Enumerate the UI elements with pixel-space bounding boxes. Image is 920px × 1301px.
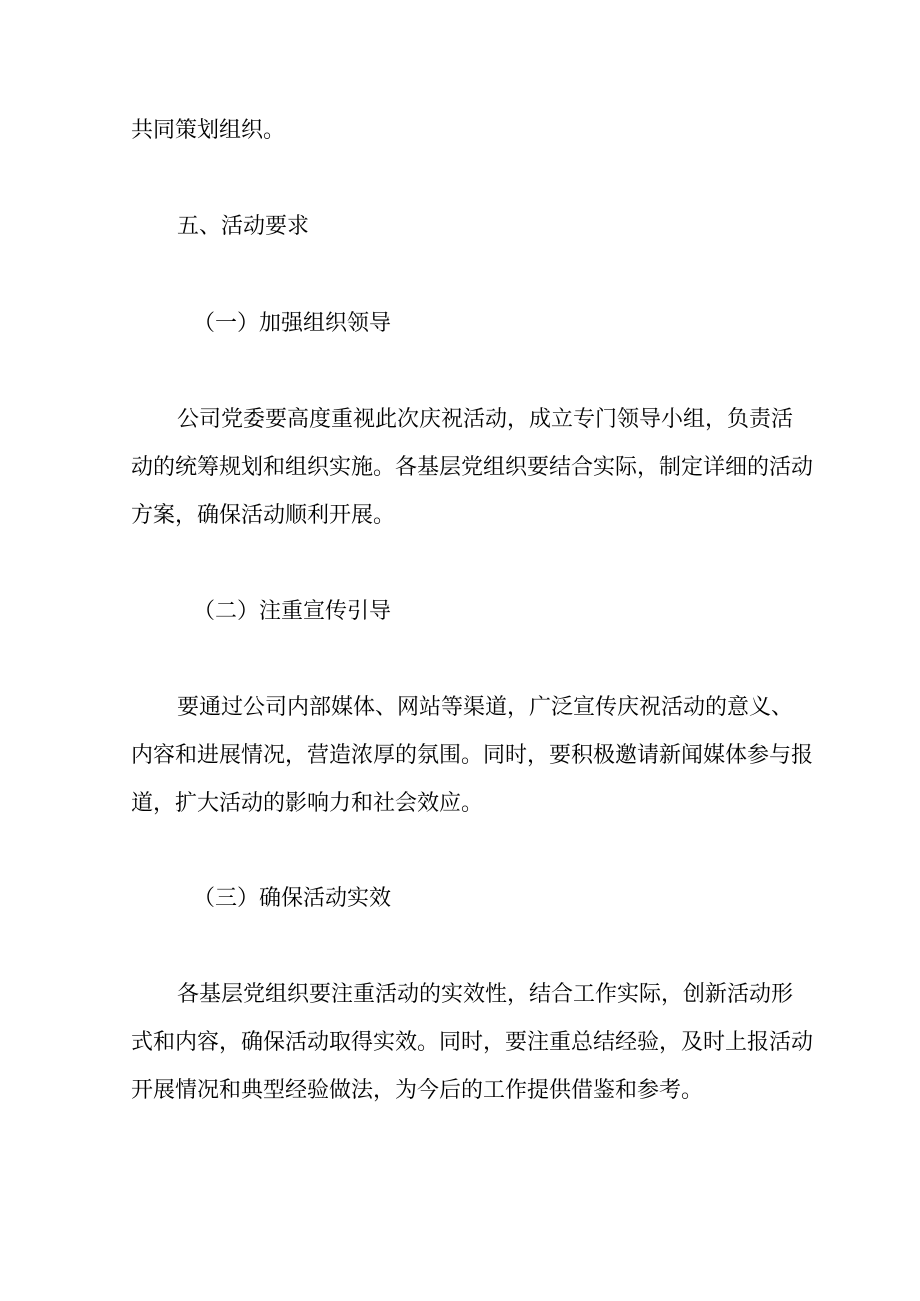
subsection-heading: （一）加强组织领导 [193,311,392,336]
subsection-heading: （三）确保活动实效 [193,886,392,911]
subsection-heading: （二）注重宣传引导 [193,599,392,624]
paragraph-line: 要通过公司内部媒体、网站等渠道，广泛宣传庆祝活动的意义、 [177,695,794,720]
paragraph-line: 道，扩大活动的影响力和社会效应。 [131,791,484,816]
paragraph-line: 方案，确保活动顺利开展。 [131,503,396,528]
paragraph-line: 式和内容，确保活动取得实效。同时，要注重总结经验，及时上报活动 [131,1030,814,1055]
paragraph-line: 开展情况和典型经验做法，为今后的工作提供借鉴和参考。 [131,1078,704,1103]
section-heading: 五、活动要求 [177,214,310,239]
paragraph-line: 内容和进展情况，营造浓厚的氛围。同时，要积极邀请新闻媒体参与报 [131,743,814,768]
paragraph-line: 共同策划组织。 [131,118,286,143]
paragraph-line: 动的统筹规划和组织实施。各基层党组织要结合实际，制定详细的活动 [131,455,814,480]
paragraph-line: 各基层党组织要注重活动的实效性，结合工作实际，创新活动形 [177,982,794,1007]
paragraph-line: 公司党委要高度重视此次庆祝活动，成立专门领导小组，负责活 [177,407,794,432]
